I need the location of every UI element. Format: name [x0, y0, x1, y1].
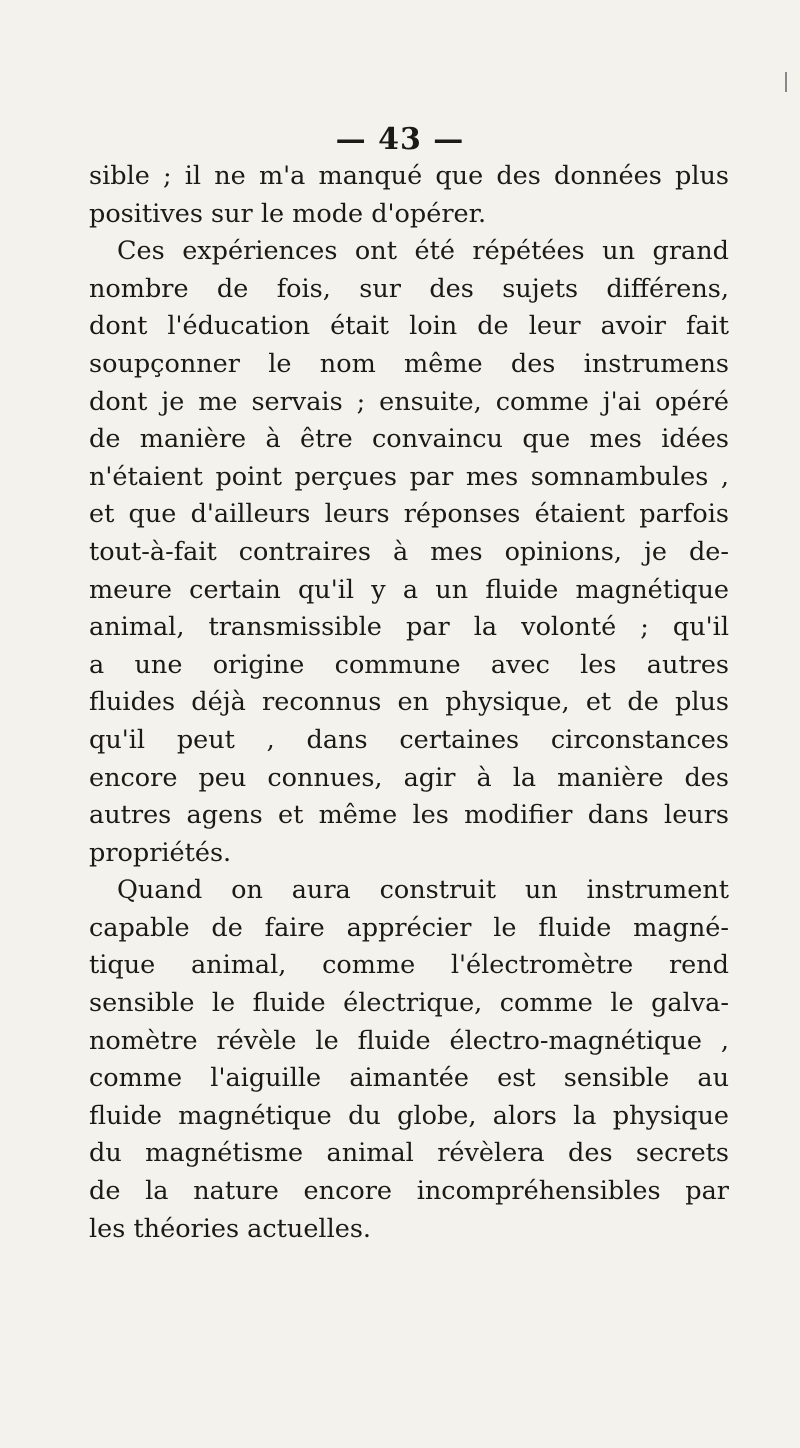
text-line: meure certain qu'il y a un fluide magnétique — [89, 574, 729, 605]
text-line: positives sur le mode d'opérer. — [89, 198, 487, 229]
text-line: sensible le fluide électrique, comme le galva- — [89, 988, 729, 1019]
text-line: a une origine commune avec les autres — [89, 649, 729, 680]
text-line: encore peu connues, agir à la manière des — [89, 762, 729, 793]
text-line: de manière à être convaincu que mes idées — [89, 424, 729, 455]
text-line: les théories actuelles. — [89, 1213, 372, 1244]
margin-mark — [785, 72, 787, 92]
body-text — [89, 158, 729, 1248]
text-line: animal, transmissible par la volonté ; qu'il — [89, 612, 729, 643]
text-line: fluide magnétique du globe, alors la physique — [89, 1100, 729, 1131]
text-line: soupçonner le nom même des instrumens — [89, 348, 729, 379]
text-line: dont je me servais ; ensuite, comme j'ai opéré — [89, 386, 729, 417]
text-line: sible ; il ne m'a manqué que des données plus — [89, 161, 729, 191]
text-line: et que d'ailleurs leurs réponses étaient parfois — [89, 499, 729, 530]
text-line: comme l'aiguille aimantée est sensible au — [89, 1063, 729, 1094]
text-line: tout-à-fait contraires à mes opinions, je de- — [89, 536, 729, 567]
text-line: capable de faire apprécier le fluide magné- — [89, 912, 729, 943]
text-line: du magnétisme animal révèlera des secrets — [89, 1138, 729, 1169]
text-line: nombre de fois, sur des sujets différens, — [89, 273, 729, 304]
text-line: fluides déjà reconnus en physique, et de plus — [89, 687, 729, 718]
text-line: nomètre révèle le fluide électro-magnétique , — [89, 1025, 729, 1056]
text-line: qu'il peut , dans certaines circonstances — [89, 724, 729, 755]
text-line: dont l'éducation était loin de leur avoir fait — [89, 311, 729, 342]
paragraph-start-line: Ces expériences ont été répétées un grand — [117, 236, 729, 267]
text-line: de la nature encore incompréhensibles par — [89, 1176, 729, 1207]
text-line: n'étaient point perçues par mes somnambules , — [89, 461, 729, 492]
text-line: propriétés. — [89, 837, 232, 868]
text-line: tique animal, comme l'électromètre rend — [89, 950, 729, 981]
text-line: autres agens et même les modifier dans leurs — [89, 800, 729, 831]
page-number: — 43 — — [335, 122, 465, 157]
paragraph-start-line: Quand on aura construit un instrument — [117, 875, 729, 906]
